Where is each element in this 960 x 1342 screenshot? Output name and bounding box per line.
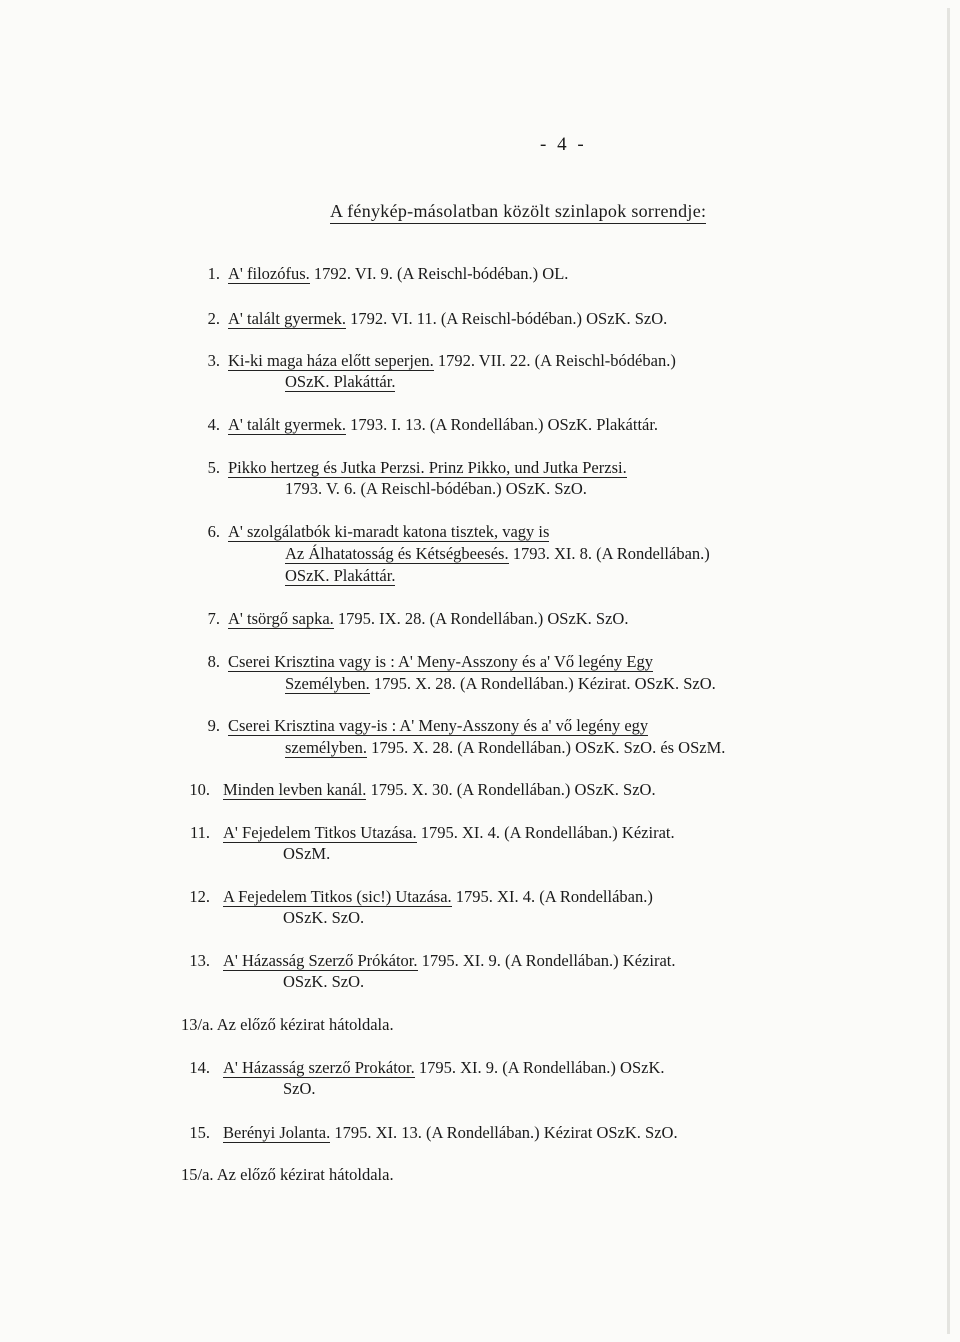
entry-number: 8.: [207, 652, 220, 671]
entry-details: 1792. VI. 9. (A Reischl-bódéban.) OL.: [313, 264, 569, 283]
entry-details-continued: OSzK. SzO.: [283, 972, 365, 991]
entry-title: Minden levben kanál.: [223, 780, 367, 799]
entry-title: A' filozófus.: [228, 264, 310, 283]
page-edge: [947, 8, 950, 1334]
entry-title: Pikko hertzeg és Jutka Perzsi. Prinz Pikko, und Jutka Perzsi.: [228, 458, 627, 477]
entry-number: 15/a.: [181, 1165, 214, 1184]
entry-details: 1795. XI. 13. (A Rondellában.) Kézirat OSzK. SzO.: [334, 1123, 678, 1142]
entry-details-continued: OSzM.: [283, 844, 331, 863]
entry-details: 1793. I. 13. (A Rondellában.) OSzK. Plakáttár.: [350, 415, 659, 434]
entry-details: 1795. XI. 9. (A Rondellában.) Kézirat.: [421, 951, 676, 970]
entry-details-continued: SzO.: [283, 1079, 316, 1098]
entry-number: 15.: [189, 1123, 210, 1142]
entry-details: 1795. X. 28. (A Rondellában.) Kézirat. OSzK. SzO.: [373, 674, 716, 693]
entry-title: A' tsörgő sapka.: [228, 609, 334, 628]
entry-title: A' talált gyermek.: [228, 415, 346, 434]
entry-details: Az előző kézirat hátoldala.: [216, 1015, 394, 1034]
page-heading: A fénykép-másolatban közölt szinlapok sorrendje:: [330, 201, 706, 224]
entry-title-continued: személyben.: [285, 738, 368, 757]
entry-details: Az előző kézirat hátoldala.: [216, 1165, 394, 1184]
entry-number: 3.: [207, 351, 220, 370]
entry-number: 13.: [189, 951, 210, 970]
entry-title-continued: Az Álhatatosság és Kétségbeesés.: [285, 544, 509, 563]
entry-details: 1795. IX. 28. (A Rondellában.) OSzK. SzO.: [337, 609, 629, 628]
entry-title: Cserei Krisztina vagy is : A' Meny-Asszony és a' Vő legény Egy: [228, 652, 653, 671]
entry-number: 7.: [207, 609, 220, 628]
entry-number: 12.: [189, 887, 210, 906]
entry-details: 1792. VI. 11. (A Reischl-bódéban.) OSzK. SzO.: [350, 309, 668, 328]
page-number: - 4 -: [540, 134, 587, 155]
entry-details: 1795. X. 30. (A Rondellában.) OSzK. SzO.: [370, 780, 656, 799]
entry-number: 4.: [207, 415, 220, 434]
entry-title: A' talált gyermek.: [228, 309, 346, 328]
entry-details: 1795. XI. 4. (A Rondellában.) Kézirat.: [420, 823, 675, 842]
entry-number: 10.: [189, 780, 210, 799]
entry-details: 1795. X. 28. (A Rondellában.) OSzK. SzO. és OSzM.: [371, 738, 726, 757]
entry-title: A' Házasság Szerző Prókátor.: [223, 951, 418, 970]
entry-title: A' Fejedelem Titkos Utazása.: [223, 823, 417, 842]
entry-number: 11.: [189, 823, 210, 842]
entry-details: 1795. XI. 9. (A Rondellában.) OSzK.: [418, 1058, 665, 1077]
entry-number: 14.: [189, 1058, 210, 1077]
entry-details-continued: OSzK. Plakáttár.: [285, 372, 396, 391]
entry-title-continued: Személyben.: [285, 674, 370, 693]
entry-title: Ki-ki maga háza előtt seperjen.: [228, 351, 434, 370]
entry-details: 1793. XI. 8. (A Rondellában.): [512, 544, 710, 563]
entry-details: 1792. VII. 22. (A Reischl-bódéban.): [437, 351, 676, 370]
entry-title: Cserei Krisztina vagy-is : A' Meny-Asszony és a' vő legény egy: [228, 716, 649, 735]
entry-title: A' Házasság szerző Prokátor.: [223, 1058, 415, 1077]
entry-details: 1795. XI. 4. (A Rondellában.): [455, 887, 653, 906]
entry-details-continued: 1793. V. 6. (A Reischl-bódéban.) OSzK. SzO.: [285, 479, 587, 498]
entry-number: 5.: [207, 458, 220, 477]
entry-title: A Fejedelem Titkos (sic!) Utazása.: [223, 887, 452, 906]
entry-number: 13/a.: [181, 1015, 214, 1034]
entry-title: Berényi Jolanta.: [223, 1123, 331, 1142]
entry-number: 2.: [207, 309, 220, 328]
entry-number: 6.: [207, 522, 220, 541]
entry-details-continued: OSzK. SzO.: [283, 908, 365, 927]
entry-number: 1.: [207, 264, 220, 283]
entry-details-continued: OSzK. Plakáttár.: [285, 566, 396, 585]
entry-title: A' szolgálatbók ki-maradt katona tisztek, vagy is: [228, 522, 550, 541]
entry-number: 9.: [207, 716, 220, 735]
